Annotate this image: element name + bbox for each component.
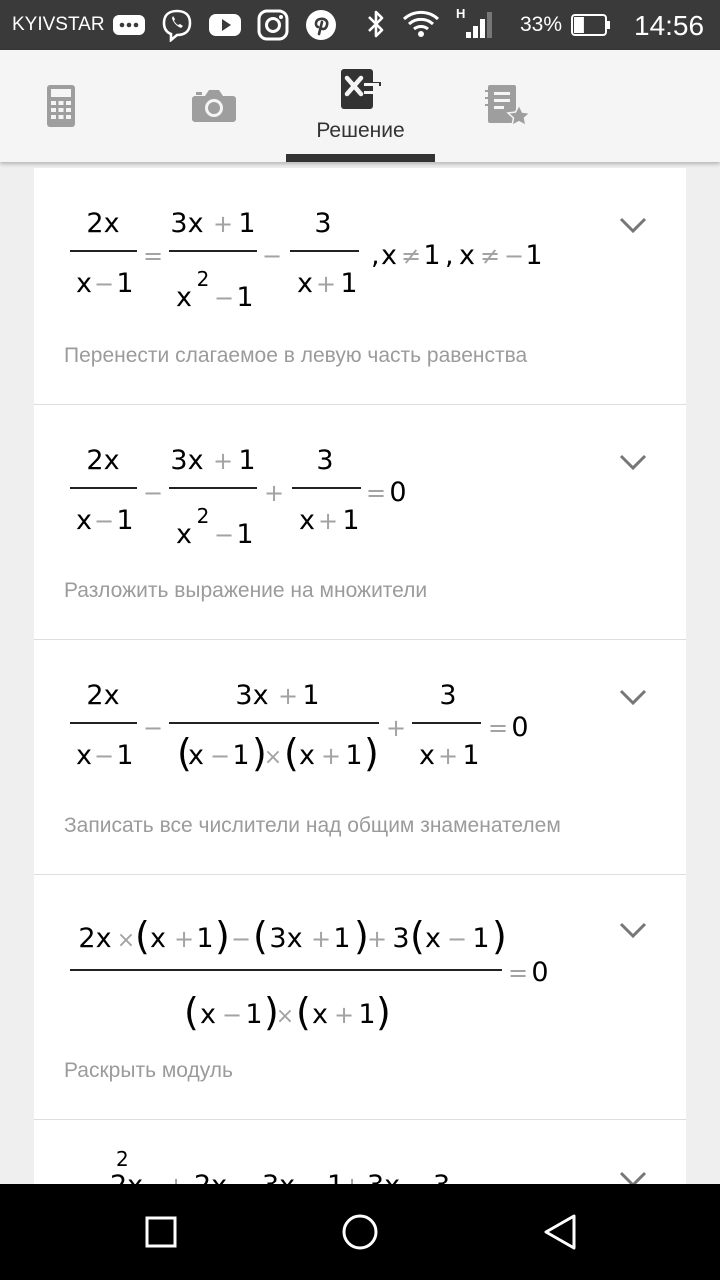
svg-text:): ) [354,914,369,958]
battery-percent: 33% [520,13,563,36]
svg-text:3: 3 [316,445,334,476]
svg-text:3: 3 [314,208,332,239]
youtube-icon [208,8,242,42]
svg-text:): ) [215,914,230,958]
svg-text:(: ( [253,914,268,958]
solution-step[interactable] [34,875,686,1120]
svg-text:x: x [176,519,192,550]
solution-icon [341,69,381,113]
step-description: Разложить выражение на множители [64,579,428,602]
svg-text:x: x [425,923,441,954]
svg-text:x: x [312,999,328,1030]
tab-saved[interactable] [472,50,544,162]
svg-text:x: x [459,240,475,271]
svg-text:): ) [264,990,279,1034]
svg-text:+: + [277,682,299,710]
svg-text:− [237,1172,257,1184]
svg-text:+ [342,1172,362,1184]
svg-text:1: 1 [116,505,134,536]
svg-text:+ [166,1172,186,1184]
svg-text:1: 1 [358,999,376,1030]
home-icon[interactable] [338,1210,382,1254]
saved-star-icon [485,83,531,129]
svg-text:x: x [200,999,216,1030]
svg-text:3x: 3x [235,680,269,711]
svg-text:x: x [176,282,192,313]
svg-text:1: 1 [245,999,263,1030]
pinterest-icon [304,8,338,42]
svg-text:x: x [150,923,166,954]
svg-text:−: − [446,925,468,953]
cellular-signal-icon [456,8,496,40]
svg-text:+: + [212,210,234,238]
svg-text:−: − [230,925,252,953]
svg-text:): ) [364,731,379,775]
svg-text:×: × [275,1004,295,1029]
svg-text:1: 1 [472,923,490,954]
svg-text:1: 1 [340,268,358,299]
svg-text:−: − [93,507,115,535]
svg-text:2x [110,1170,143,1184]
active-tab-indicator [286,154,435,162]
instagram-icon [256,8,290,42]
svg-text:x: x [76,740,92,771]
svg-text:3x: 3x [170,208,204,239]
svg-text:(: ( [410,914,425,958]
bluetooth-icon [366,8,386,40]
svg-text:2x: 2x [86,208,120,239]
svg-text:(: ( [284,731,299,775]
svg-text:−: − [503,242,525,270]
svg-text:x: x [299,740,315,771]
svg-text:2x: 2x [86,445,120,476]
svg-text:−: − [209,742,231,770]
svg-text:,: , [371,240,380,271]
svg-text:×: × [263,745,283,770]
svg-text:x: x [76,505,92,536]
svg-text:+: + [333,1001,355,1029]
svg-text:1: 1 [342,505,360,536]
chevron-down-icon[interactable] [618,1170,648,1184]
svg-text:): ) [252,731,267,775]
recent-apps-icon[interactable] [139,1210,183,1254]
svg-text:x: x [188,740,204,771]
svg-text:1: 1 [423,240,441,271]
svg-text:1: 1 [462,740,480,771]
back-icon[interactable] [538,1210,582,1254]
svg-text:): ) [376,990,391,1034]
step-equation [34,405,634,565]
svg-text:− [304,1172,324,1184]
solution-steps-list[interactable] [0,162,720,1184]
svg-text:+: + [315,270,337,298]
navigation-bar [0,1184,720,1280]
solution-step[interactable] [34,640,686,875]
chevron-down-icon[interactable] [618,216,648,234]
svg-text:=: = [365,479,387,507]
svg-text:): ) [492,914,507,958]
chevron-down-icon[interactable] [618,453,648,471]
step-equation [34,640,634,800]
svg-text:(: ( [177,731,192,775]
svg-text:1: 1 [116,268,134,299]
camera-icon [191,88,237,124]
step-equation [34,1120,634,1184]
svg-text:1: 1 [302,680,320,711]
svg-text:3: 3 [439,680,457,711]
notification-icons [112,8,338,42]
step-description: Записать все числители над общим знаменателем [64,814,561,837]
wifi-icon [402,8,440,40]
svg-text:+: + [366,925,388,953]
svg-text:1: 1 [238,445,256,476]
network-type: H [456,6,466,21]
svg-text:2: 2 [116,1147,129,1171]
svg-text:=: = [487,714,509,742]
svg-text:−: − [213,284,235,312]
svg-text:x: x [297,268,313,299]
chevron-down-icon[interactable] [618,921,648,939]
svg-text:0: 0 [511,712,529,743]
svg-text:3x [262,1170,295,1184]
svg-text:3x: 3x [170,445,204,476]
system-icons [366,8,496,40]
svg-text:(: ( [184,990,199,1034]
svg-text:−: − [142,714,164,742]
svg-text:0: 0 [531,957,549,988]
svg-text:−: − [213,521,235,549]
svg-text:(: ( [135,914,150,958]
svg-text:2x: 2x [78,923,112,954]
solution-step[interactable] [34,168,686,405]
tab-camera[interactable] [178,50,250,162]
svg-text:+: + [310,925,332,953]
calculator-icon [46,84,76,128]
svg-text:1: 1 [238,208,256,239]
svg-text:=: = [142,242,164,270]
svg-text:−: − [93,270,115,298]
svg-text:3x [367,1170,400,1184]
svg-text:0: 0 [389,477,407,508]
svg-text:+: + [385,714,407,742]
svg-text:2x [194,1170,227,1184]
tab-calculator[interactable] [25,50,97,162]
svg-text:−: − [221,1001,243,1029]
svg-text:− [409,1172,429,1184]
svg-text:+: + [317,507,339,535]
status-bar [0,0,720,50]
svg-text:1: 1 [232,740,250,771]
svg-text:+: + [263,479,285,507]
svg-text:2: 2 [196,504,210,528]
viber-icon [160,8,194,42]
message-icon [112,8,146,42]
app-toolbar [0,50,720,162]
svg-text:+: + [437,742,459,770]
svg-text:−: − [261,242,283,270]
step-equation [34,168,634,328]
svg-text:1: 1 [236,519,254,550]
clock: 14:56 [634,10,705,41]
svg-text:3: 3 [392,923,410,954]
svg-text:x: x [381,240,397,271]
svg-text:2x: 2x [86,680,120,711]
svg-text:,: , [445,240,454,271]
svg-text:+: + [173,925,195,953]
step-description: Раскрыть модуль [64,1059,233,1082]
tab-solution-label: Решение [316,119,405,142]
svg-text:1: 1 [525,240,543,271]
step-description: Перенести слагаемое в левую часть равенства [64,344,528,367]
svg-text:x: x [76,268,92,299]
svg-text:2: 2 [196,267,210,291]
svg-text:−: − [93,742,115,770]
svg-text:≠: ≠ [479,242,501,270]
svg-text:×: × [116,928,136,953]
battery-icon [571,14,611,36]
tab-solution[interactable] [286,50,435,162]
svg-text:1: 1 [236,282,254,313]
carrier-name: KYIVSTAR [12,14,105,35]
svg-text:1: 1 [196,923,214,954]
svg-text:+: + [320,742,342,770]
svg-text:1: 1 [345,740,363,771]
solution-step[interactable] [34,1120,686,1184]
solution-step[interactable] [34,405,686,640]
svg-text:x: x [419,740,435,771]
svg-text:1: 1 [116,740,134,771]
svg-text:1: 1 [333,923,351,954]
svg-text:≠: ≠ [400,242,422,270]
svg-text:+: + [212,447,234,475]
chevron-down-icon[interactable] [618,688,648,706]
svg-text:(: ( [296,990,311,1034]
svg-text:3x: 3x [269,923,303,954]
svg-text:−: − [142,479,164,507]
svg-text:x: x [299,505,315,536]
step-equation [34,875,634,1045]
svg-text:=: = [507,959,529,987]
svg-text:3 [433,1170,450,1184]
